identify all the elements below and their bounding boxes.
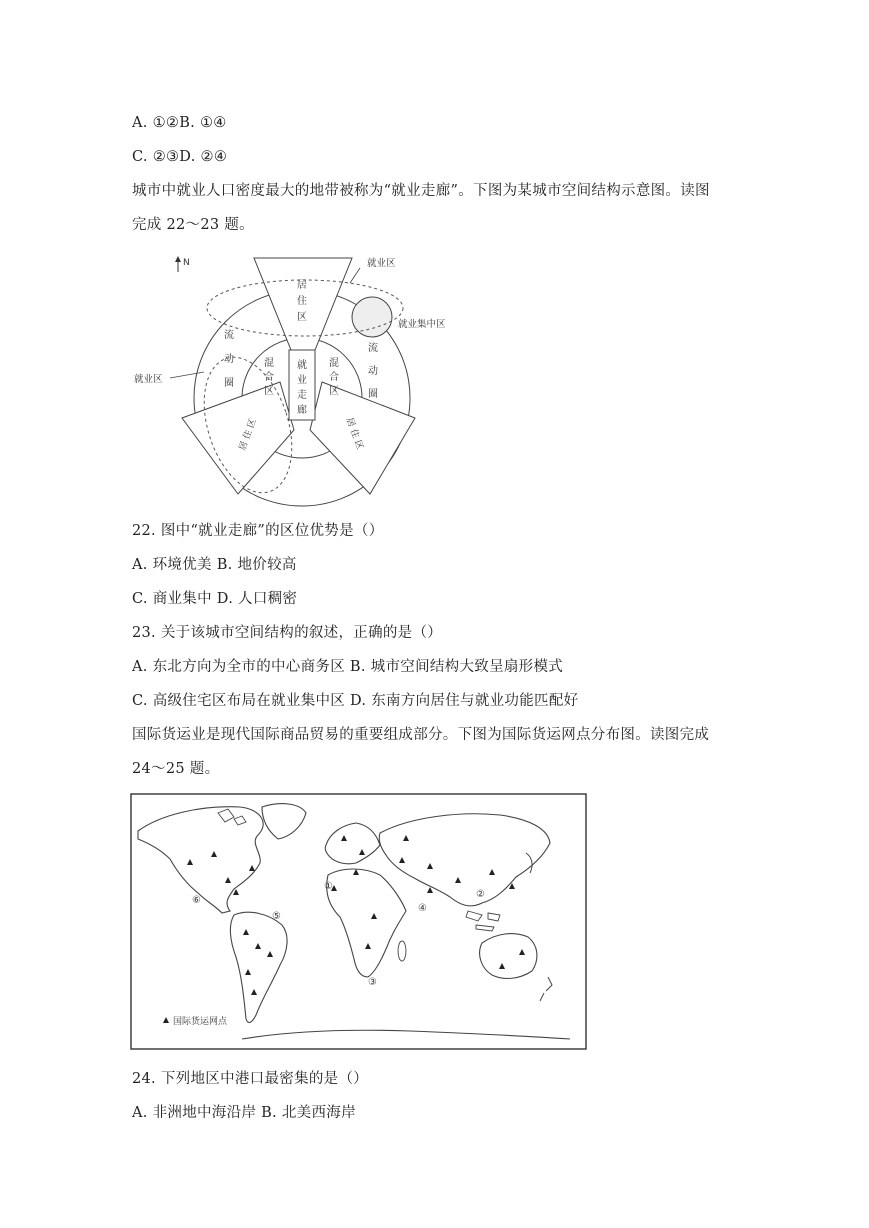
question-22-options-ab: A. 环境优美 B. 地价较高 [132,557,297,573]
intro-24-line1: 国际货运业是现代国际商品贸易的重要组成部分。下图为国际货运网点分布图。读图完成 [132,727,710,743]
job-cluster-circle [352,297,392,337]
job-zone-w-label: 就业区 [134,374,163,385]
job-cluster-label: 就业集中区 [398,319,446,330]
marker-4: ④ [418,903,427,914]
mixed-left-char1: 混 [264,358,274,369]
mixed-left-char3: 区 [264,386,274,397]
float-right-char1: 流 [368,343,378,354]
residential-se-char1: 居 [343,416,357,429]
marker-6: ⑥ [192,895,201,906]
marker-3: ③ [368,977,377,988]
question-23: 23. 关于该城市空间结构的叙述，正确的是（） [132,625,443,641]
question-22: 22. 图中“就业走廊”的区位优势是（） [132,523,384,539]
float-left-char1: 流 [224,330,234,341]
marker-2: ② [476,889,485,900]
corridor-char4: 廊 [297,405,307,416]
question-24-options-ab: A. 非洲地中海沿岸 B. 北美西海岸 [132,1105,356,1121]
float-left-char2: 动 [224,354,234,365]
residential-se-char3: 区 [351,439,365,452]
residential-sector-southwest [182,382,294,494]
map-legend-label: 国际货运网点 [173,1017,228,1027]
residential-north-char3: 区 [297,312,307,323]
option-ab: A. ①②B. ①④ [132,115,227,131]
float-left-char3: 圈 [224,378,234,389]
world-freight-map [130,793,588,1051]
corridor-char2: 业 [297,375,307,386]
residential-sector-southeast [310,382,415,494]
corridor-char3: 走 [297,390,307,401]
intro-paragraph-line1: 城市中就业人口密度最大的地带被称为“就业走廊”。下图为某城市空间结构示意图。读图 [132,183,710,199]
residential-sw-char3: 区 [246,417,259,430]
map-frame [131,794,586,1049]
intro-24-line2: 24～25 题。 [132,761,220,777]
question-23-options-cd: C. 高级住宅区布局在就业集中区 D. 东南方向居住与就业功能匹配好 [132,693,579,709]
north-label: N [183,258,190,268]
mixed-right-char1: 混 [329,358,339,369]
residential-sw-char1: 居 [237,440,251,453]
corridor-char1: 就 [297,360,307,371]
residential-sw-char2: 住 [242,428,255,441]
job-zone-ne-label: 就业区 [367,258,396,269]
marker-1: ① [324,881,333,892]
option-cd: C. ②③D. ②④ [132,149,228,165]
intro-paragraph-line2: 完成 22～23 题。 [132,217,254,233]
float-right-char2: 动 [368,366,378,377]
mixed-right-char2: 合 [329,372,339,383]
mixed-left-char2: 合 [264,372,274,383]
residential-north-char1: 居 [297,280,307,291]
north-arrow-icon [175,256,181,272]
float-right-char3: 圈 [368,389,378,400]
question-23-options-ab: A. 东北方向为全市的中心商务区 B. 城市空间结构大致呈扇形模式 [132,659,564,675]
marker-5: ⑤ [272,911,281,922]
question-22-options-cd: C. 商业集中 D. 人口稠密 [132,591,298,607]
residential-north-char2: 住 [297,296,307,307]
mixed-right-char3: 区 [329,386,339,397]
city-structure-diagram [130,250,446,500]
residential-se-char2: 住 [347,427,361,440]
question-24: 24. 下列地区中港口最密集的是（） [132,1071,369,1087]
